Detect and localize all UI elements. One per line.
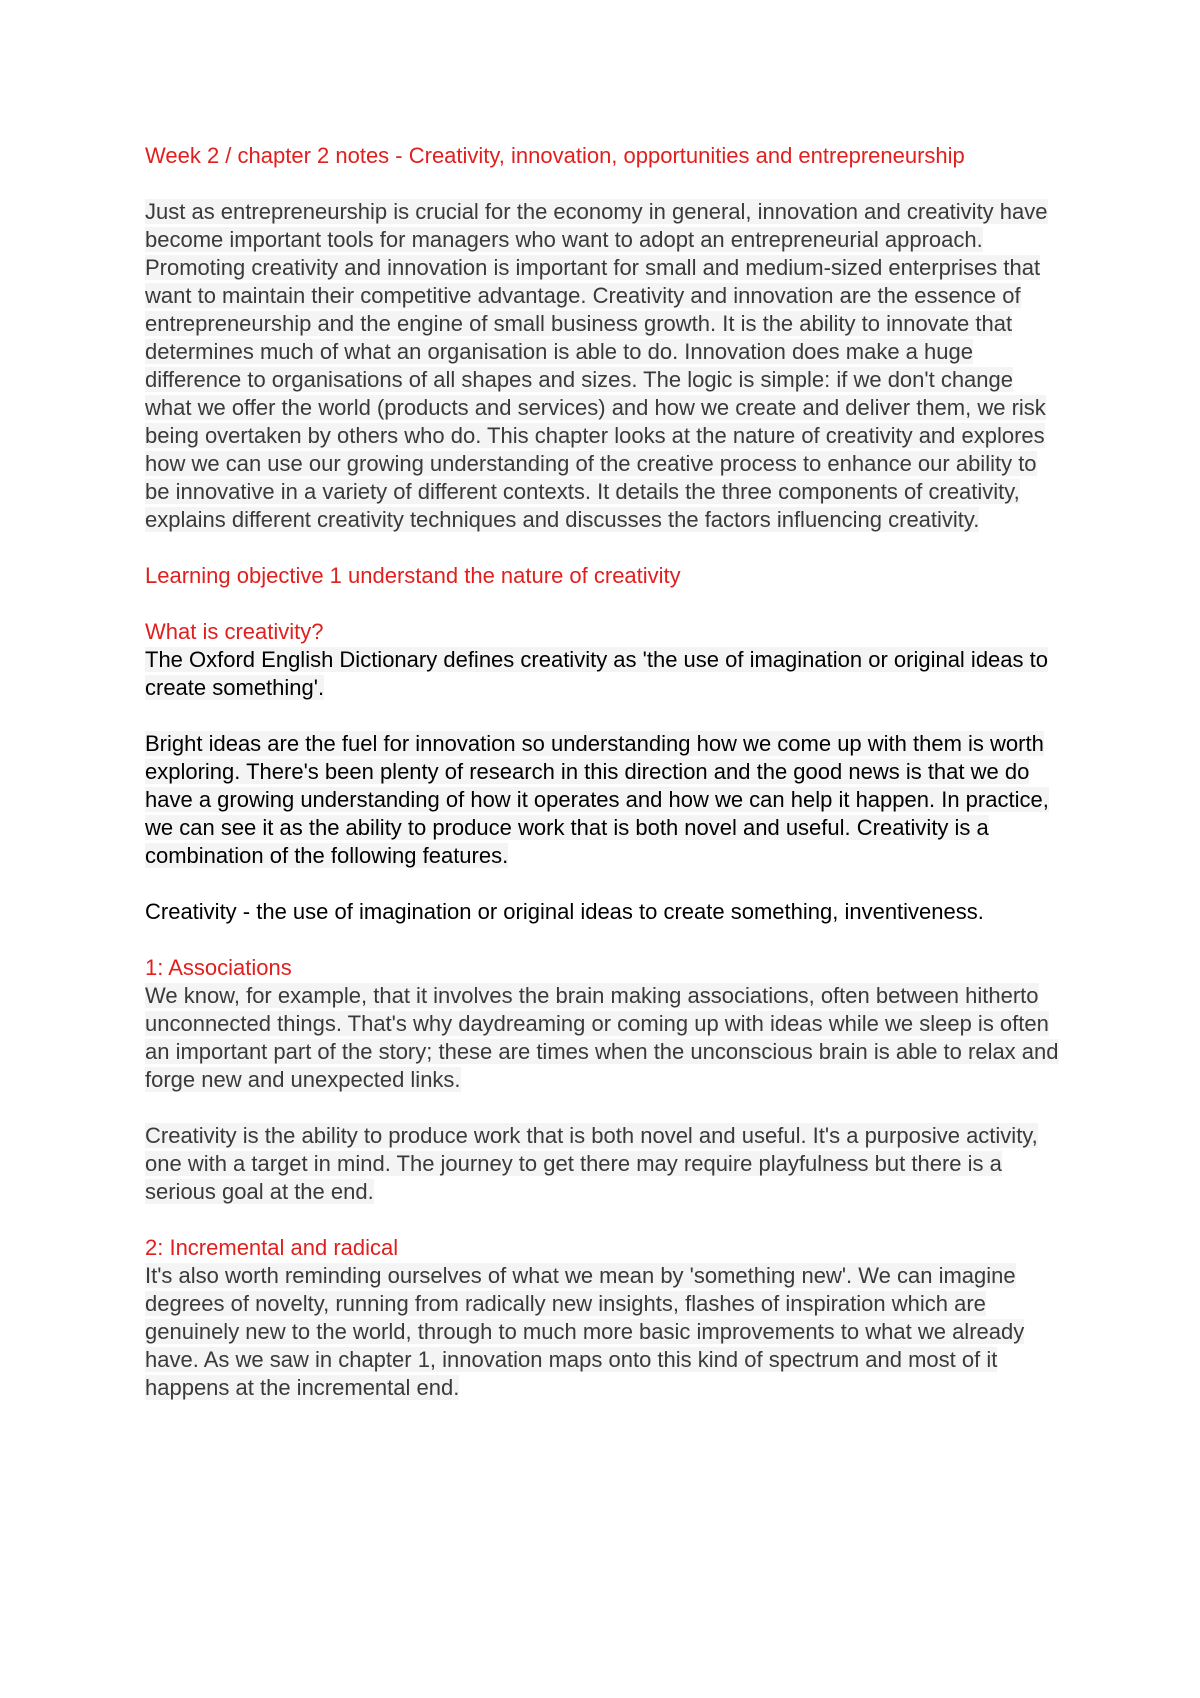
purposive-paragraph [145,1122,1065,1206]
associations-text: We know, for example, that it involves the brain making associations, often between hitherto unconnected things. That's why daydreaming or coming up with ideas while we sleep is often an important part of the story; these are times when the unconscious brain is able to relax and forge new and unexpected links. [145,983,1059,1092]
bright-ideas-paragraph [145,730,1065,870]
spacer [145,702,1065,730]
spacer [145,1094,1065,1122]
spacer [145,926,1065,954]
incremental-radical-heading: 2: Incremental and radical [145,1235,399,1260]
document-title: Week 2 / chapter 2 notes - Creativity, innovation, opportunities and entrepreneurship [145,143,965,168]
spacer [145,534,1065,562]
creativity-definition-paragraph: Creativity - the use of imagination or original ideas to create something, inventiveness. [145,899,984,924]
spacer [145,170,1065,198]
oxford-definition-paragraph [145,646,1065,702]
oxford-definition-text: The Oxford English Dictionary defines creativity as 'the use of imagination or original ideas to create something'. [145,647,1048,700]
purposive-text: Creativity is the ability to produce work that is both novel and useful. It's a purposive activity, one with a target in mind. The journey to get there may require playfulness but there is a serious goal at the end. [145,1123,1038,1204]
spacer [145,590,1065,618]
learning-objective-heading: Learning objective 1 understand the nature of creativity [145,563,681,588]
intro-paragraph [145,198,1065,534]
intro-text: Just as entrepreneurship is crucial for the economy in general, innovation and creativity have become important tools for managers who want to adopt an entrepreneurial approach. Promoting creativity and innovation is important for small and medium-sized enterprises that want to maintain their competitive advantage. Creativity and innovation are the essence of entrepreneurship and the engine of small business growth. It is the ability to innovate that determines much of what an organisation is able to do. Innovation does make a huge difference to organisations of all shapes and sizes. The logic is simple: if we don't change what we offer the world (products and services) and how we create and deliver them, we risk being overtaken by others who do. This chapter looks at the nature of creativity and explores how we can use our growing understanding of the creative process to enhance our ability to be innovative in a variety of different contexts. It details the three components of creativity, explains different creativity techniques and discusses the factors influencing creativity. [145,199,1048,532]
spacer [145,1206,1065,1234]
bright-ideas-text: Bright ideas are the fuel for innovation so understanding how we come up with them is worth exploring. There's been plenty of research in this direction and the good news is that we do have a growing understanding of how it operates and how we can help it happen. In practice, we can see it as the ability to produce work that is both novel and useful. Creativity is a combination of the following features. [145,731,1049,868]
spacer [145,870,1065,898]
incremental-text: It's also worth reminding ourselves of what we mean by 'something new'. We can imagine degrees of novelty, running from radically new insights, flashes of inspiration which are genuinely new to the world, through to much more basic improvements to what we already have. As we saw in chapter 1, innovation maps onto this kind of spectrum and most of it happens at the incremental end. [145,1263,1025,1400]
what-is-creativity-heading: What is creativity? [145,619,324,644]
incremental-paragraph [145,1262,1065,1402]
associations-paragraph [145,982,1065,1094]
associations-heading: 1: Associations [145,955,292,980]
document-page [145,142,1065,1402]
